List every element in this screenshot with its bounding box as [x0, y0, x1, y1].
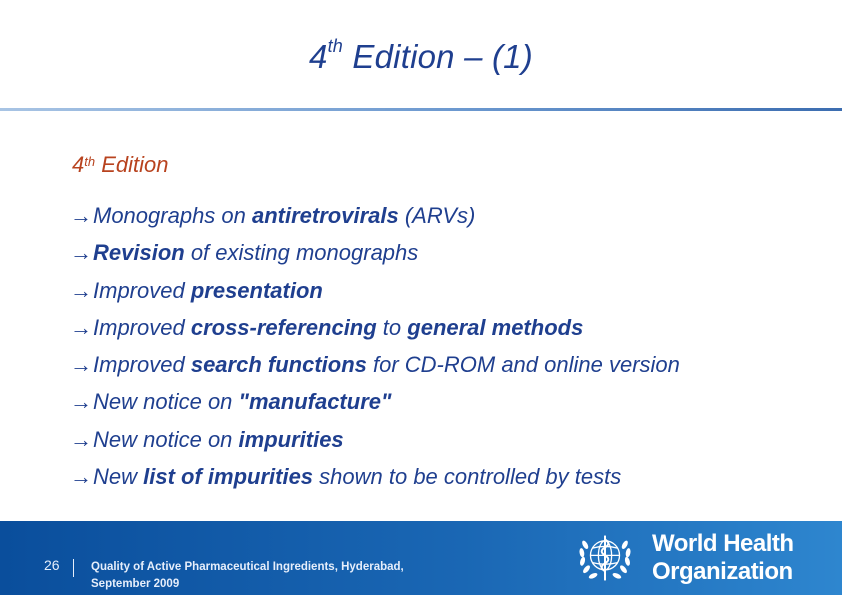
bullet-item	[70, 353, 680, 390]
bullet-arrow-icon: →	[70, 389, 92, 415]
footer-separator	[73, 559, 74, 577]
bullet-arrow-icon: →	[70, 426, 92, 452]
bullet-text: Improved	[93, 314, 191, 340]
bullet-text: New notice on	[93, 426, 239, 452]
bullet-text: New	[93, 464, 144, 490]
bullet-emphasis: cross-referencing	[190, 314, 377, 340]
section-heading: 4th Edition	[72, 152, 169, 177]
bullet-text: (ARVs)	[398, 203, 476, 228]
page-number: 26	[44, 557, 60, 573]
bullet-text: shown to be controlled by tests	[313, 464, 622, 490]
bullet-emphasis: antiretrovirals	[252, 203, 399, 228]
bullet-text: Improved	[93, 277, 191, 303]
who-wordmark-line2: Organization	[652, 558, 793, 585]
bullet-item	[70, 241, 680, 278]
bullet-emphasis: search functions	[190, 352, 367, 378]
bullet-text: of existing monographs	[184, 240, 419, 266]
slide-title: 4th Edition – (1)	[309, 36, 533, 75]
bullet-emphasis: list of impurities	[143, 464, 314, 490]
who-emblem-icon	[571, 525, 639, 591]
bullet-emphasis: impurities	[238, 426, 344, 452]
footer-caption-line1: Quality of Active Pharmaceutical Ingredients, Hyderabad,	[91, 561, 404, 573]
bullet-list	[70, 204, 680, 502]
bullet-text: New notice on	[93, 389, 239, 415]
bullet-item	[70, 204, 680, 241]
who-wordmark-line1: World Health	[652, 530, 794, 557]
title-divider	[0, 108, 842, 111]
who-wordmark	[652, 530, 794, 586]
bullet-item	[70, 390, 680, 427]
bullet-arrow-icon: →	[70, 352, 92, 378]
bullet-arrow-icon: →	[70, 240, 92, 266]
footer-bar	[0, 521, 842, 595]
bullet-arrow-icon: →	[70, 314, 92, 340]
bullet-emphasis: "manufacture"	[238, 389, 392, 415]
bullet-item	[70, 316, 680, 353]
bullet-arrow-icon: →	[70, 203, 92, 228]
bullet-arrow-icon: →	[70, 277, 92, 303]
bullet-arrow-icon: →	[70, 464, 92, 490]
bullet-item	[70, 465, 680, 502]
bullet-item	[70, 428, 680, 465]
bullet-emphasis: Revision	[93, 240, 185, 266]
bullet-emphasis: general methods	[407, 314, 584, 340]
bullet-item	[70, 279, 680, 316]
bullet-text: for CD-ROM and online version	[366, 352, 680, 378]
bullet-text: Monographs on	[93, 203, 252, 228]
bullet-text: Improved	[93, 352, 191, 378]
bullet-emphasis: presentation	[190, 277, 323, 303]
footer-caption	[91, 559, 491, 593]
footer-caption-line2: September 2009	[91, 578, 180, 590]
bullet-text: to	[376, 314, 408, 340]
